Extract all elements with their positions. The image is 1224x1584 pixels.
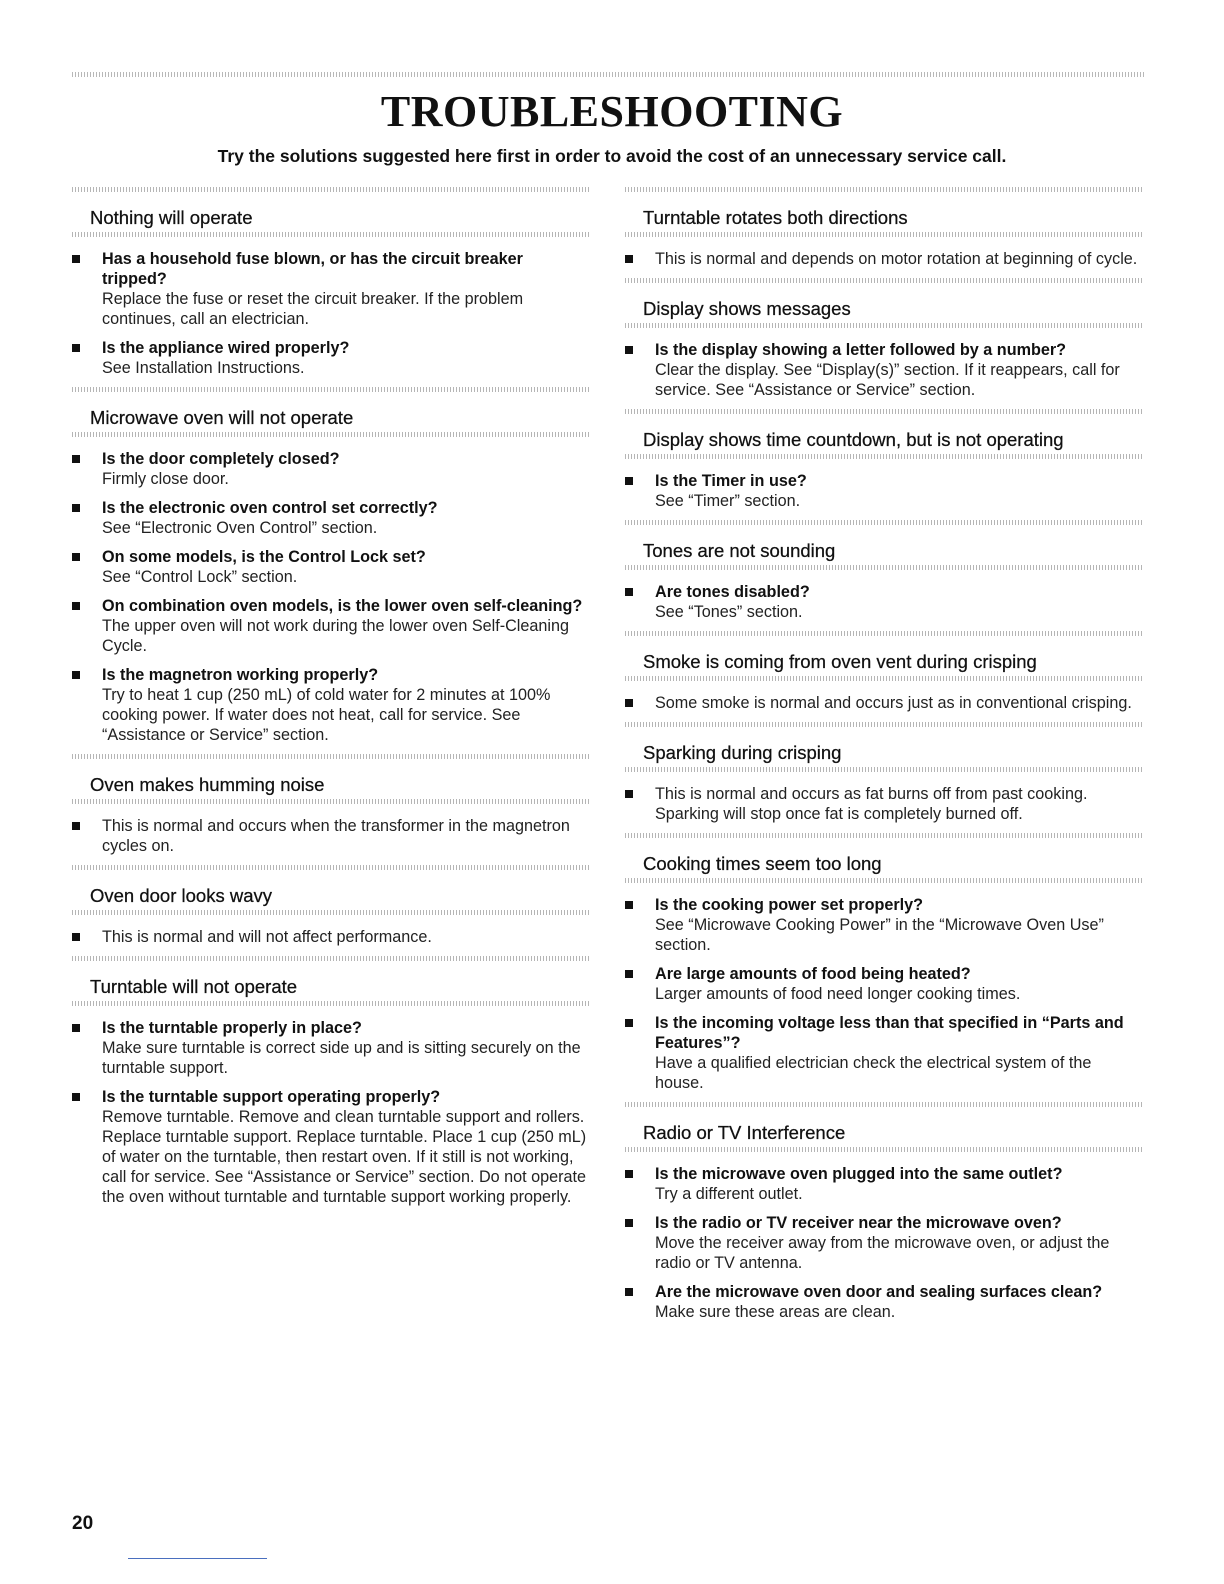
section-item-list — [625, 681, 1143, 713]
section-item-list — [625, 328, 1143, 400]
list-item — [72, 449, 590, 489]
item-question: Are the microwave oven door and sealing surfaces clean? — [655, 1283, 1103, 1301]
square-bullet-icon — [625, 970, 633, 978]
list-item — [625, 895, 1143, 955]
item-question: Are tones disabled? — [655, 583, 810, 601]
item-answer: Remove turntable. Remove and clean turntable support and rollers. Replace turntable support. Replace turntable. Place 1 cup (250 mL) of water on the turntable, then restart oven. If it still is not working, call for service. See “Assistance or Service” section. Do not operate the oven without turntable and turntable support working properly. — [102, 1108, 587, 1206]
item-question: Is the microwave oven plugged into the same outlet? — [655, 1165, 1063, 1183]
troubleshooting-section — [625, 631, 1143, 713]
item-question: Is the electronic oven control set correctly? — [102, 499, 438, 517]
list-item — [72, 665, 590, 745]
section-title: Turntable will not operate — [90, 976, 298, 997]
item-answer: Try to heat 1 cup (250 mL) of cold water for 2 minutes at 100% cooking power. If water does not heat, call for service. See “Assistance or Service” section. — [102, 686, 551, 744]
section-item-list — [72, 915, 590, 947]
item-question: Is the cooking power set properly? — [655, 896, 924, 914]
section-title: Microwave oven will not operate — [90, 407, 354, 428]
troubleshooting-section — [72, 865, 590, 947]
item-question: On combination oven models, is the lower oven self-cleaning? — [102, 597, 583, 615]
square-bullet-icon — [72, 933, 80, 941]
section-title: Oven makes humming noise — [90, 774, 325, 795]
item-question: On some models, is the Control Lock set? — [102, 548, 426, 566]
item-question: Is the appliance wired properly? — [102, 339, 350, 357]
section-title: Radio or TV Interference — [643, 1122, 846, 1143]
item-answer: This is normal and occurs when the transformer in the magnetron cycles on. — [102, 817, 570, 855]
section-title: Turntable rotates both directions — [643, 207, 908, 228]
page-subtitle: Try the solutions suggested here first in order to avoid the cost of an unnecessary service call. — [217, 146, 1007, 166]
troubleshooting-section — [72, 387, 590, 745]
item-answer: Larger amounts of food need longer cooking times. — [655, 985, 1021, 1003]
list-item — [625, 693, 1143, 713]
item-question: Is the turntable support operating properly? — [102, 1088, 441, 1106]
section-item-list — [625, 1152, 1143, 1322]
square-bullet-icon — [625, 1170, 633, 1178]
item-question: Is the incoming voltage less than that specified in “Parts and Features”? — [655, 1014, 1124, 1052]
section-title: Sparking during crisping — [643, 742, 842, 763]
square-bullet-icon — [625, 1288, 633, 1296]
page-number: 20 — [72, 1513, 94, 1534]
item-answer: See “Electronic Oven Control” section. — [102, 519, 378, 537]
section-title: Tones are not sounding — [643, 540, 836, 561]
item-answer: Firmly close door. — [102, 470, 229, 488]
item-answer: This is normal and will not affect performance. — [102, 928, 432, 946]
item-answer: See “Tones” section. — [655, 603, 803, 621]
item-question: Is the magnetron working properly? — [102, 666, 379, 684]
troubleshooting-section — [72, 956, 590, 1207]
list-item — [625, 340, 1143, 400]
list-item — [72, 498, 590, 538]
item-answer: Clear the display. See “Display(s)” section. If it reappears, call for service. See “Assistance or Service” section. — [655, 361, 1120, 399]
section-title: Nothing will operate — [90, 207, 253, 228]
troubleshooting-section — [625, 722, 1143, 824]
section-title: Display shows time countdown, but is not operating — [643, 429, 1064, 450]
item-answer: Some smoke is normal and occurs just as in conventional crisping. — [655, 694, 1132, 712]
troubleshooting-section — [625, 278, 1143, 400]
list-item — [72, 547, 590, 587]
section-item-list — [625, 772, 1143, 824]
list-item — [625, 471, 1143, 511]
item-question: Is the turntable properly in place? — [102, 1019, 362, 1037]
list-item — [72, 816, 590, 856]
troubleshooting-section — [625, 409, 1143, 511]
square-bullet-icon — [72, 553, 80, 561]
square-bullet-icon — [625, 1019, 633, 1027]
list-item — [72, 927, 590, 947]
square-bullet-icon — [72, 602, 80, 610]
section-item-list — [625, 570, 1143, 622]
list-item — [72, 249, 590, 329]
list-item — [72, 596, 590, 656]
left-column — [72, 187, 590, 1216]
section-item-list — [625, 237, 1143, 269]
item-question: Is the display showing a letter followed by a number? — [655, 341, 1067, 359]
list-item — [625, 1013, 1143, 1093]
section-item-list — [72, 437, 590, 745]
top-rule — [72, 72, 1144, 77]
square-bullet-icon — [625, 901, 633, 909]
list-item — [625, 249, 1143, 269]
troubleshooting-section — [625, 520, 1143, 622]
square-bullet-icon — [625, 1219, 633, 1227]
section-title: Display shows messages — [643, 298, 851, 319]
square-bullet-icon — [625, 255, 633, 263]
square-bullet-icon — [72, 1093, 80, 1101]
item-answer: See “Control Lock” section. — [102, 568, 298, 586]
right-column — [625, 187, 1143, 1331]
item-answer: Try a different outlet. — [655, 1185, 803, 1203]
list-item — [72, 1018, 590, 1078]
square-bullet-icon — [625, 699, 633, 707]
item-answer: See “Timer” section. — [655, 492, 801, 510]
item-answer: Make sure these areas are clean. — [655, 1303, 896, 1321]
troubleshooting-section — [72, 754, 590, 856]
square-bullet-icon — [72, 344, 80, 352]
footer-link-line — [128, 1558, 267, 1559]
section-item-list — [625, 459, 1143, 511]
square-bullet-icon — [72, 255, 80, 263]
square-bullet-icon — [72, 1024, 80, 1032]
item-answer: See “Microwave Cooking Power” in the “Microwave Oven Use” section. — [655, 916, 1104, 954]
list-item — [625, 1164, 1143, 1204]
square-bullet-icon — [625, 588, 633, 596]
section-title: Smoke is coming from oven vent during crisping — [643, 651, 1037, 672]
troubleshooting-section — [72, 187, 590, 378]
section-item-list — [625, 883, 1143, 1093]
troubleshooting-section — [625, 1102, 1143, 1322]
item-question: Is the radio or TV receiver near the microwave oven? — [655, 1214, 1062, 1232]
item-answer: This is normal and depends on motor rotation at beginning of cycle. — [655, 250, 1138, 268]
page-title: TROUBLESHOOTING — [380, 87, 844, 136]
item-question: Has a household fuse blown, or has the circuit breaker tripped? — [102, 250, 523, 288]
list-item — [625, 784, 1143, 824]
square-bullet-icon — [72, 504, 80, 512]
item-question: Is the door completely closed? — [102, 450, 340, 468]
item-answer: Have a qualified electrician check the electrical system of the house. — [655, 1054, 1092, 1092]
troubleshooting-section — [625, 833, 1143, 1093]
square-bullet-icon — [625, 790, 633, 798]
list-item — [625, 1282, 1143, 1322]
section-item-list — [72, 237, 590, 378]
list-item — [625, 1213, 1143, 1273]
square-bullet-icon — [625, 477, 633, 485]
list-item — [625, 582, 1143, 622]
section-item-list — [72, 1006, 590, 1207]
troubleshooting-section — [625, 187, 1143, 269]
item-question: Is the Timer in use? — [655, 472, 807, 490]
section-title: Cooking times seem too long — [643, 853, 882, 874]
list-item — [625, 964, 1143, 1004]
section-item-list — [72, 804, 590, 856]
item-answer: Move the receiver away from the microwave oven, or adjust the radio or TV antenna. — [655, 1234, 1110, 1272]
list-item — [72, 1087, 590, 1207]
item-question: Are large amounts of food being heated? — [655, 965, 971, 983]
square-bullet-icon — [72, 822, 80, 830]
item-answer: The upper oven will not work during the lower oven Self-Cleaning Cycle. — [102, 617, 569, 655]
item-answer: See Installation Instructions. — [102, 359, 305, 377]
square-bullet-icon — [625, 346, 633, 354]
square-bullet-icon — [72, 671, 80, 679]
item-answer: Make sure turntable is correct side up and is sitting securely on the turntable support. — [102, 1039, 581, 1077]
section-title: Oven door looks wavy — [90, 885, 273, 906]
square-bullet-icon — [72, 455, 80, 463]
item-answer: This is normal and occurs as fat burns off from past cooking. Sparking will stop once fat is completely burned off. — [655, 785, 1088, 823]
item-answer: Replace the fuse or reset the circuit breaker. If the problem continues, call an electrician. — [102, 290, 524, 328]
list-item — [72, 338, 590, 378]
